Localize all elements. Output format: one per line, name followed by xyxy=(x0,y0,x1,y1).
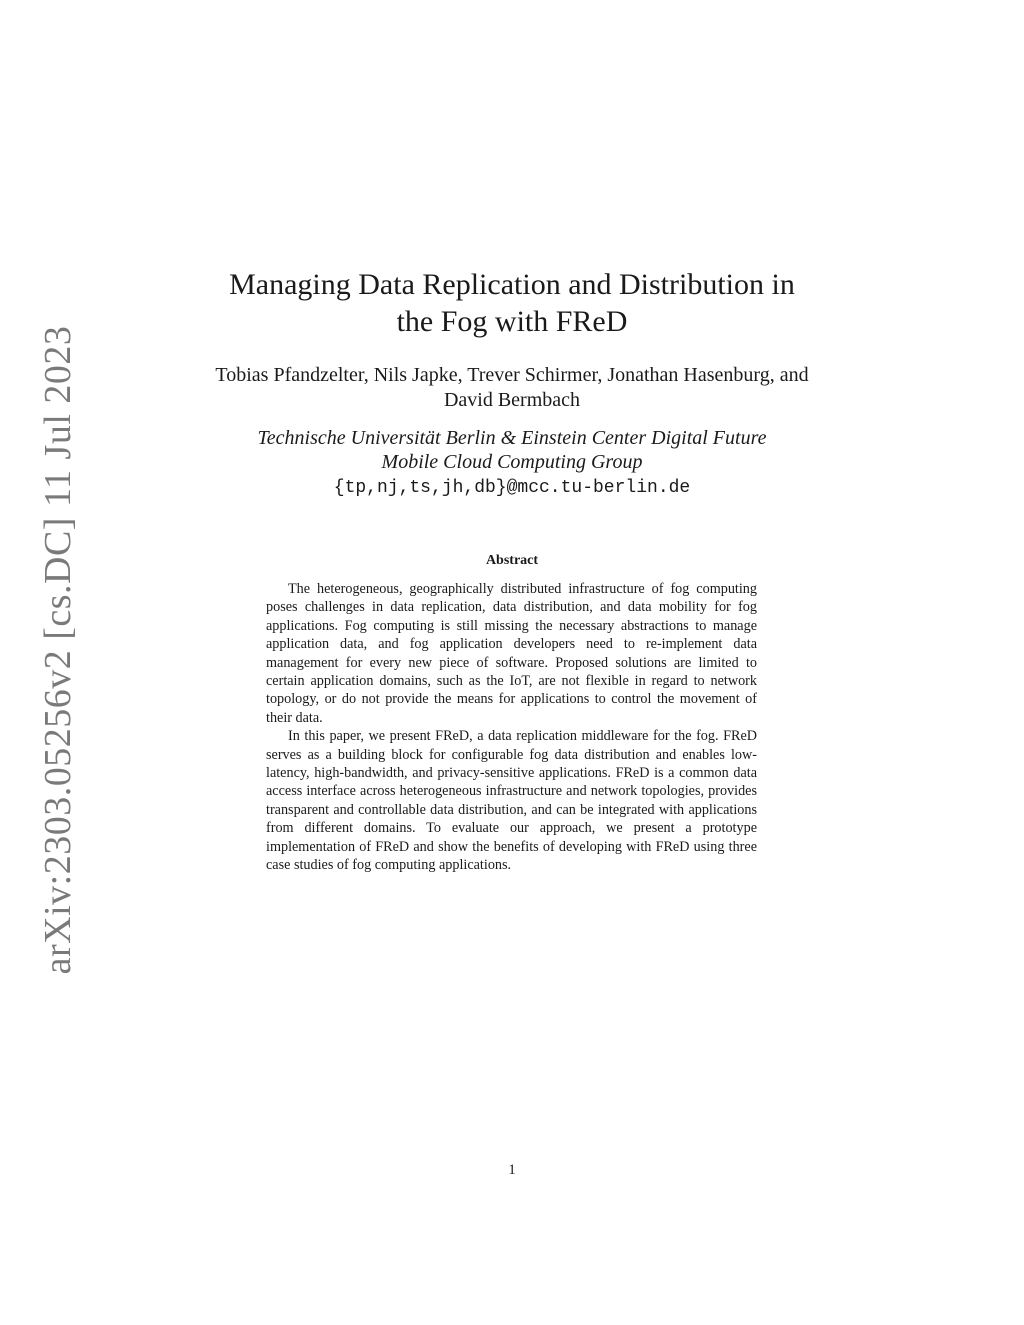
author-list: Tobias Pfandzelter, Nils Japke, Trever Schirmer, Jonathan Hasenburg, and David Bermbach xyxy=(215,364,809,411)
abstract-paragraph-1: The heterogeneous, geographically distributed infrastructure of fog computing poses challenges in data replication, data distribution, and data mobility for fog applications. Fog computing is still missing the necessary abstractions to manage application data, and fog application developers need to re-implement data management for every new piece of software. Proposed solutions are limited to certain application domains, such as the IoT, are not flexible in regard to network topology, or do not provide the means for applications to control the movement of their data. xyxy=(266,581,757,726)
affiliation-block xyxy=(212,426,812,501)
abstract-paragraph-2: In this paper, we present FReD, a data replication middleware for the fog. FReD serves as a building block for configurable fog data distribution and enables low-latency, high-bandwidth, and privacy-sensitive applications. FReD is a common data access interface across heterogeneous infrastructure and network topologies, provides transparent and controllable data distribution, and can be integrated with applications from different domains. To evaluate our approach, we present a prototype implementation of FReD and show the benefits of developing with FReD using three case studies of fog computing applications. xyxy=(266,728,757,874)
affiliation-institution: Technische Universität Berlin & Einstein Center Digital Future xyxy=(257,427,767,449)
abstract-body xyxy=(266,580,757,875)
abstract-heading: Abstract xyxy=(485,553,539,568)
author-emails: {tp,nj,ts,jh,db}@mcc.tu-berlin.de xyxy=(333,478,691,498)
arxiv-identifier: arXiv:2303.05256v2 [cs.DC] 11 Jul 2023 xyxy=(37,325,79,975)
page-number: 1 xyxy=(508,1162,516,1178)
affiliation-group: Mobile Cloud Computing Group xyxy=(381,451,643,473)
paper-title: Managing Data Replication and Distribution in the Fog with FReD xyxy=(229,268,795,338)
